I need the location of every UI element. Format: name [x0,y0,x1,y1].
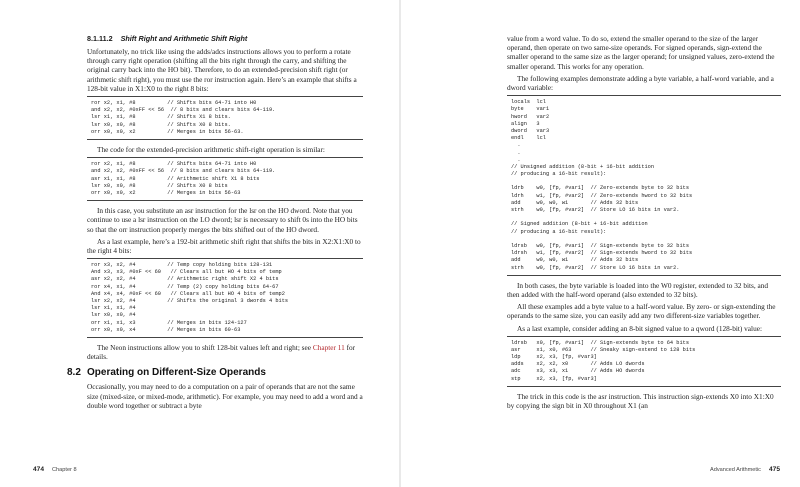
right-paragraph-3: In both cases, the byte variable is loaded into the W0 register, extended to 32 bits, and then added with the half-word operand (also extended to 32 bits). [507,280,769,299]
code-line: dword var3 [511,127,550,134]
code-line: ldrsb w0, [fp, #var1] // Sign-extends byte to 32 bits [511,242,690,249]
right-page-number: 475 [768,466,780,473]
code-line: ror x4, x1, #4 // Temp (2) copy holding bits 64-67 [91,283,279,290]
code-line: orr x0, x0, x2 // Merges in bits 56-63 [91,189,241,196]
subsection-number: 8.1.11.2 [87,34,113,43]
code-line: ldp x2, x3, [fp, #var3] [511,354,597,361]
right-page [401,0,800,487]
section-heading [67,367,363,378]
code-line: ldrsh w1, [fp, #var2] // Sign-extends hword to 32 bits [511,250,693,257]
left-page [0,0,399,487]
left-paragraph-2: The code for the extended-precision arithmetic shift-right operation is similar: [97,144,325,154]
code-line: . [511,149,521,156]
code-line: And x4, x4, #0xF << 60 // Clears all but HO 4 bits of temp2 [91,290,285,297]
code-line: add w0, w0, w1 // Adds 32 bits [511,257,639,264]
code-line: hword var2 [511,113,550,120]
code-line: ror x2, x1, #8 // Shifts bits 64-71 into H0 [91,100,257,107]
code-line: // Signed addition (8-bit + 16-bit addition [511,221,648,228]
left-folio [33,466,77,473]
section-title: Operating on Different-Size Operands [87,367,266,379]
left-paragraph-1: Unfortunately, no trick like using the adds/adcs instructions allows you to perform a rotate through carry right operation (shifting all the bits right through the carry, and shifting the original carry back into the HO bit). Therefore, to do an extended-precision shift right (or arithmetic shift right), you must use the ror instruction again. Here’s an example that shifts a 128-bit value in X1:X0 to the right 8 bits: [87,47,357,93]
code-block-mixed-size-add [507,95,781,276]
code-line: stp x2, x3, [fp, #var3] [511,375,597,382]
chapter-11-link[interactable]: Chapter 11 [312,342,345,352]
code-line: ldrb w0, [fp, #var1] // Zero-extends byte to 32 bits [511,185,690,192]
code-line: align 3 [511,120,540,127]
left-paragraph-3: In this case, you substitute an asr instruction for the lsr on the HO dword. Note that you continue to use a lsr instruction on the LO dword; lsr is necessary to shift 0s into the HO bits so that the orr instruction properly merges the bits shifted out of the HO dword. [87,206,358,234]
code-line: and x2, x2, #0xFF << 56 // 8 bits and clears bits 64-119. [91,168,276,175]
code-line: orr x1, x1, x3 // Merges in bits 124-127 [91,319,247,326]
code-line: asr x1, x1, #8 // Arithmetic shift X1 8 bits [91,175,260,182]
code-block-shift-right [87,96,363,140]
right-paragraph-1: value from a word value. To do so, extend the smaller operand to the size of the larger operand, then operate on two same-size operands. For signed operands, sign-extend the smaller operand to the same size as the larger operand; for unsigned values, zero-extend the smaller operand. This works for any operation. [507,34,775,71]
right-folio [710,466,780,473]
code-line: adc x3, x3, x1 // Adds HO dwords [511,368,645,375]
left-paragraph-5 [87,343,363,361]
code-block-qword-add [507,336,781,387]
code-line: ldrsb x0, [fp, #var1] // Sign-extends byte to 64 bits [511,339,690,346]
code-line: lsr x0, x0, #8 // Shifts X0 8 bits. [91,121,231,128]
right-chapter-label: Advanced Arithmetic [709,467,761,473]
code-line: locals lcl [511,99,546,106]
code-line: strh w0, [fp, #var2] // Store LO 16 bits in var2. [511,207,680,214]
code-line [511,178,777,185]
code-line: asr x2, x2, #4 // Arithmetic right shift X2 4 bits [91,276,279,283]
code-block-arithmetic-shift-right [87,157,363,201]
code-line: lsr x1, x1, #8 // Shifts X1 8 bits. [91,114,231,121]
code-line: orr x0, x0, x4 // Merges in bits 60-63 [91,326,241,333]
code-line: add w0, w0, w1 // Adds 32 bits [511,199,639,206]
left-chapter-label: Chapter 8 [52,467,77,473]
code-line: endl lcl [511,135,546,142]
code-line: lsr x1, x1, #4 [91,305,136,312]
section-number: 8.2 [67,367,81,379]
code-line: ror x2, x1, #8 // Shifts bits 64-71 into H0 [91,161,257,168]
right-paragraph-4: All these examples add a byte value to a half-word value. By zero- or sign-extending the operands to the same size, you can easily add any two different-size variables together. [507,302,776,321]
code-line: orr x0, x0, x2 // Merges in bits 56-63. [91,128,244,135]
right-paragraph-6: The trick in this code is the asr instruction. This instruction sign-extends X0 into X1:X0 by copying the sign bit in X0 throughout X1 (an [507,391,774,411]
left-text-column [67,0,363,413]
code-line: adds x2, x2, x0 // Adds LO dwords [511,361,645,368]
code-line: lsr x0, x0, #4 [91,312,136,319]
right-paragraph-2: The following examples demonstrate adding a byte variable, a half-word variable, and a dword variable: [507,73,774,93]
code-line: and x2, x2, #0xFF << 56 // 8 bits and clears bits 64-119. [91,107,276,114]
code-block-192-bit-shift [87,258,363,338]
subsection-heading [87,34,363,43]
code-line: . [511,156,521,163]
code-line: ldrh w1, [fp, #var2] // Zero-extends hword to 32 bits [511,192,693,199]
right-text-column [507,34,781,413]
left-page-number: 474 [33,466,45,473]
code-line: lsr x2, x2, #4 // Shifts the original 3 dwords 4 bits [91,298,289,305]
right-paragraph-5: As a last example, consider adding an 8-bit signed value to a qword (128-bit) value: [517,323,762,333]
code-line: // producing a 16-bit result): [511,171,607,178]
code-line: strh w0, [fp, #var2] // Store LO 16 bits in var2. [511,264,680,271]
code-line: lsr x0, x0, #8 // Shifts X0 8 bits [91,182,228,189]
left-paragraph-4: As a last example, here’s a 192-bit arithmetic shift right that shifts the bits in X2:X1:X0 to the right 4 bits: [87,236,361,255]
code-line: ror x3, x2, #4 // Temp copy holding bits 128-131 [91,262,273,269]
code-line [511,236,777,243]
neon-text-after: for details. [87,342,356,362]
code-line: And x3, x3, #0xF << 60 // Clears all but HO 4 bits of temp [91,269,282,276]
code-line: byte var1 [511,106,550,113]
code-line: // Unsigned addition (8-bit + 16-bit addition [511,163,655,170]
code-line: . [511,142,521,149]
code-line [511,214,777,221]
code-line: // producing a 16-bit result): [511,228,607,235]
code-line: asr x1, x0, #63 // Sneaky sign-extend to 128 bits [511,346,696,353]
subsection-title: Shift Right and Arithmetic Shift Right [120,34,248,43]
left-paragraph-6: Occasionally, you may need to do a computation on a pair of operands that are not the same size (mixed-size, or mixed-mode, arithmetic). For example, you may need to add a word and a double word together or subtract a byte [87,382,363,410]
neon-text-before: The Neon instructions allow you to shift 128-bit values left and right; see [97,342,313,352]
